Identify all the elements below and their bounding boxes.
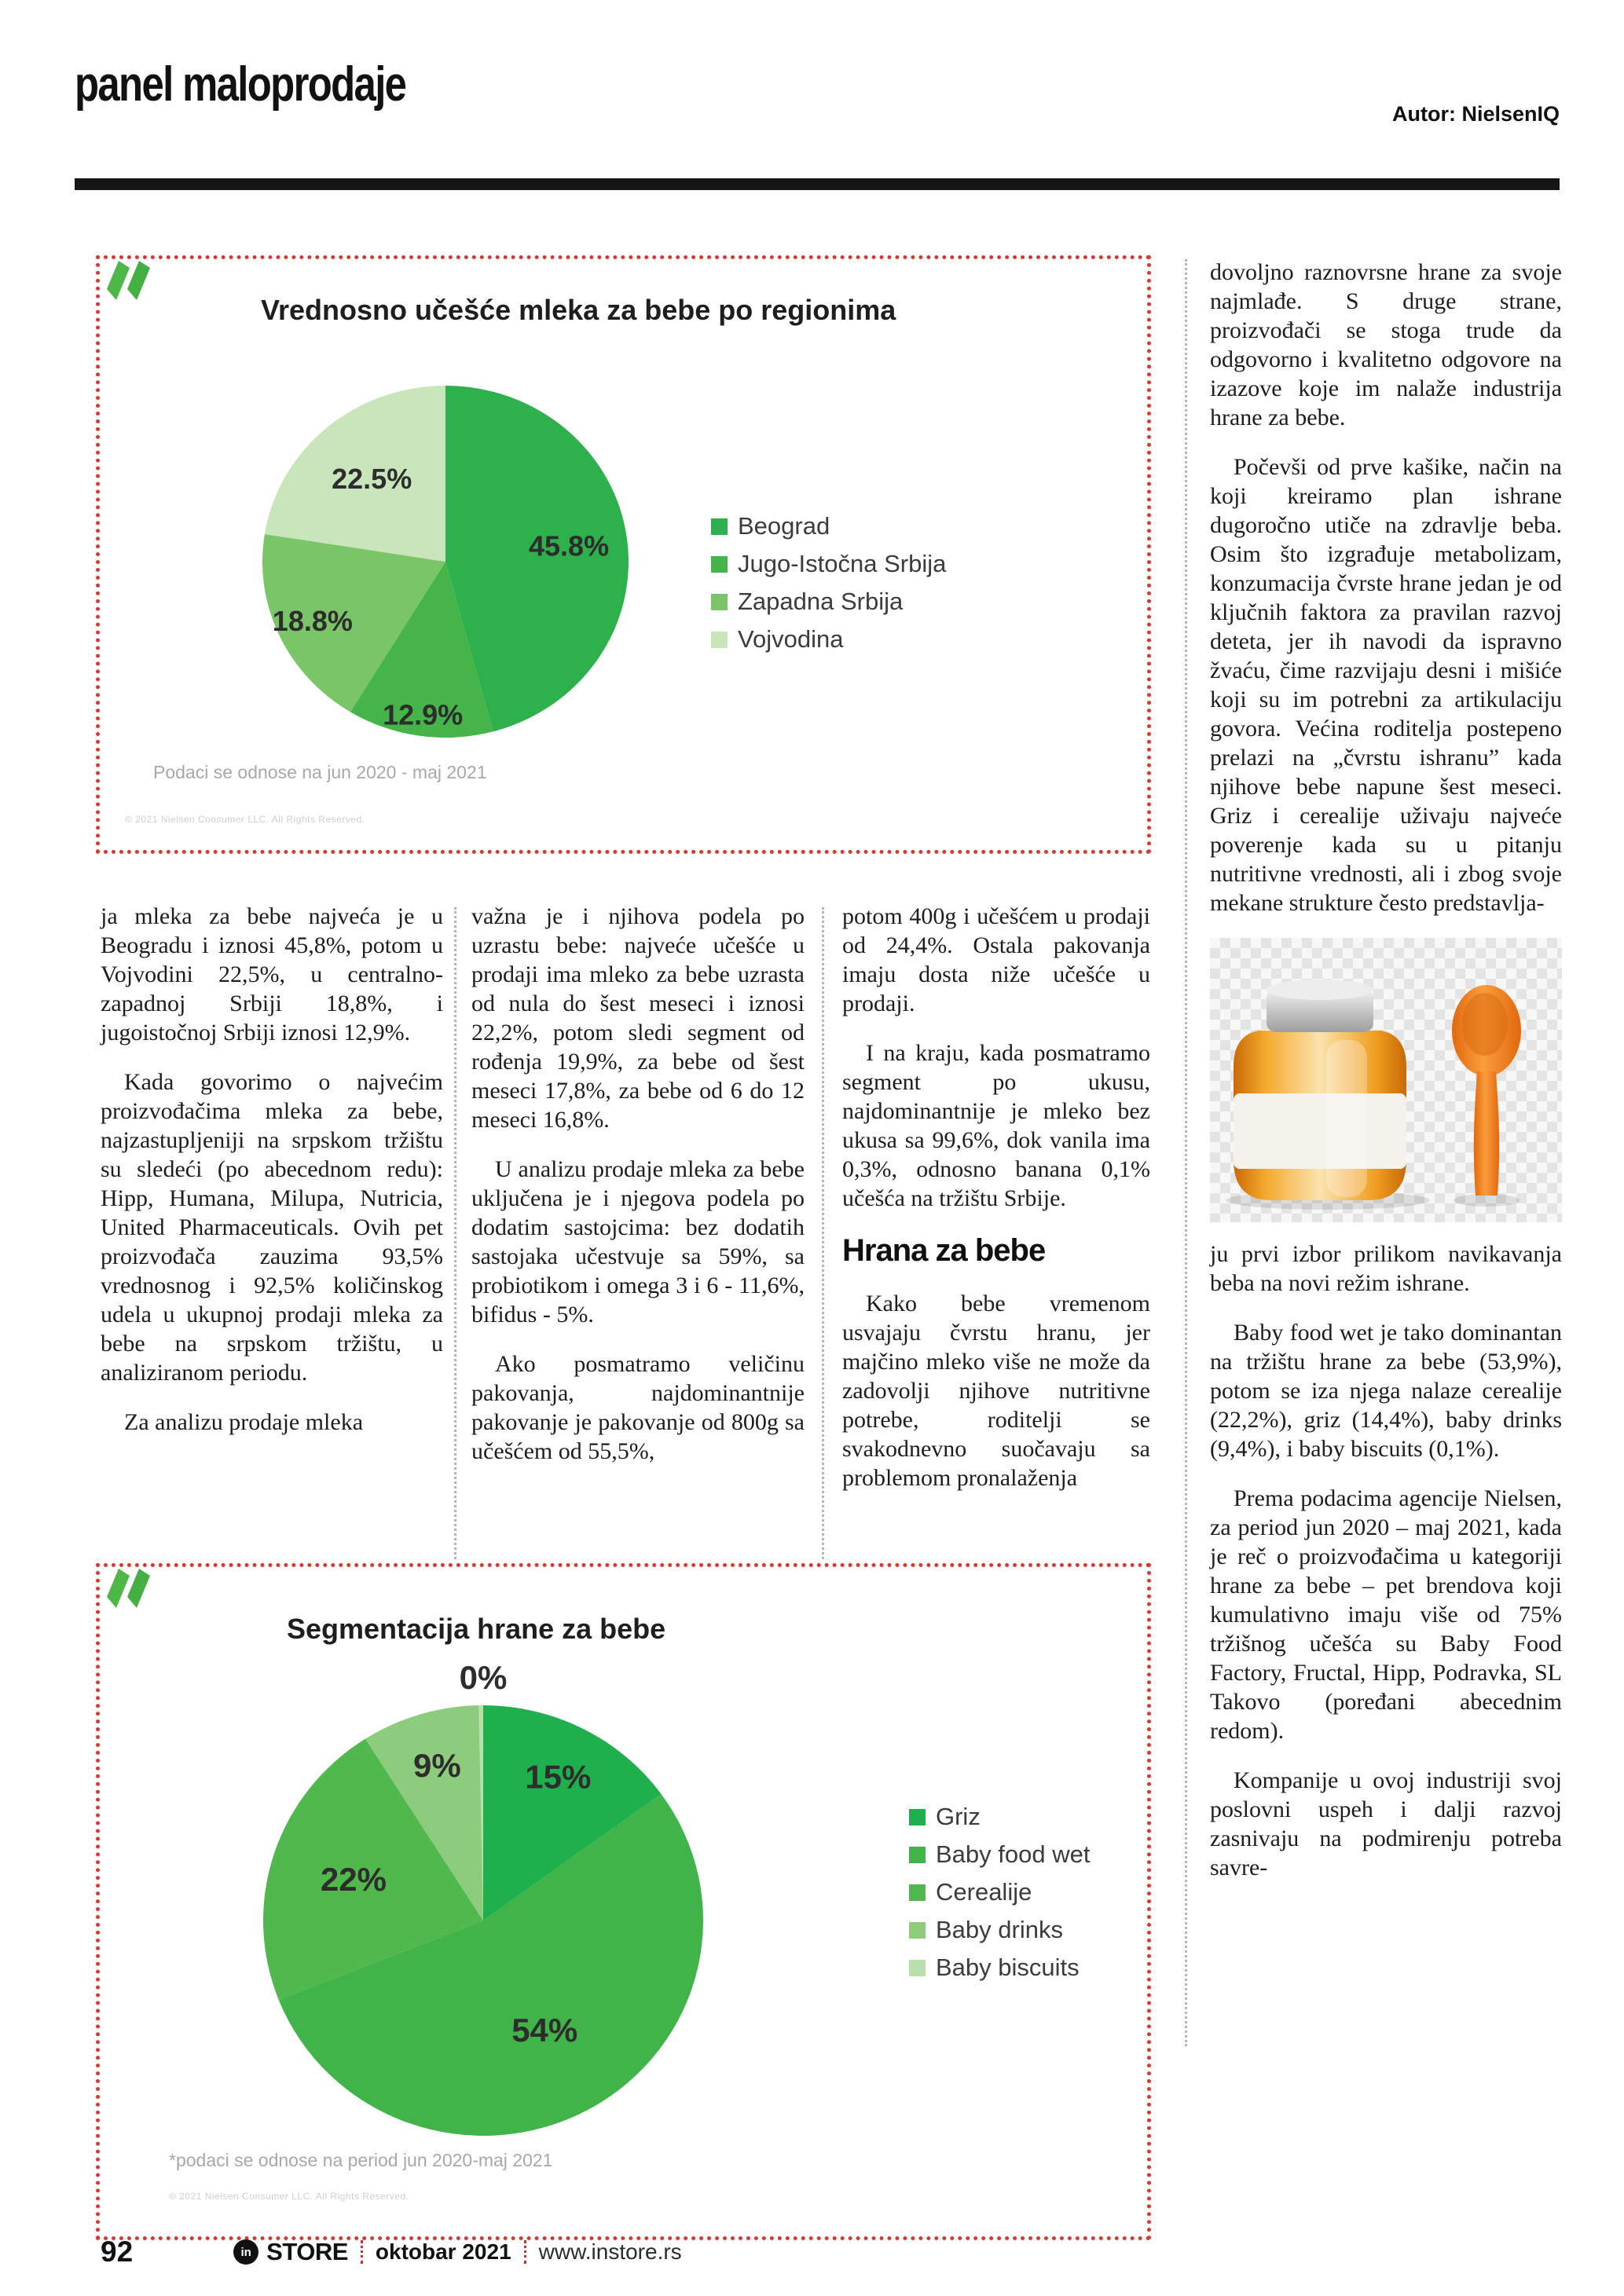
instore-logo-icon: in bbox=[233, 2239, 258, 2265]
pie-slice-label: 12.9% bbox=[383, 698, 464, 731]
legend-item bbox=[909, 1949, 1090, 1987]
chart-box-baby-food-segmentation bbox=[96, 1563, 1151, 2240]
legend-item bbox=[909, 1798, 1090, 1836]
column-divider bbox=[822, 907, 824, 1559]
footer-separator bbox=[361, 2240, 363, 2264]
legend-swatch-icon bbox=[711, 518, 728, 535]
section-heading: Hrana za bebe bbox=[842, 1233, 1046, 1268]
legend-item bbox=[909, 1911, 1090, 1949]
paragraph: Kako bebe vremenom usvajaju čvrstu hranu, jer majčino mleko više ne može da zadovolji njihove nutritivne potrebe, roditelji se svakodnevno suočavaju sa problemom pronalaženja bbox=[842, 1291, 1150, 1491]
legend-item bbox=[711, 545, 946, 583]
paragraph: Počevši od prve kašike, način na koji kreiramo plan ishrane dugoročno utiče na zdravlje beba. Osim što izgrađuje metabolizam, konzumacija čvrste hrane jedan je od ključnih faktora za pravilan razvoj deteta, jer ih navodi da ispravno žvaću, čime razvijaju desni i mišiće koji su im potrebni za artikulaciju govora. Većina roditelja postepeno prelazi na „čvrstu ishranu” kada njihove bebe napune šest meseci. Griz i cerealije uživaju najveće poverenje kada su u pitanju nutritivne vrednosti, ali i zbog svoje mekane strukture često predstavlja- bbox=[1210, 454, 1562, 916]
footer-separator bbox=[524, 2240, 526, 2264]
legend-swatch-icon bbox=[711, 556, 728, 573]
page-title: panel maloprodaje bbox=[75, 57, 406, 112]
legend-swatch-icon bbox=[711, 632, 728, 648]
pie-slice-label: 9% bbox=[413, 1747, 461, 1785]
header-rule bbox=[75, 178, 1560, 190]
article-column-4 bbox=[1210, 258, 1562, 1902]
column-divider bbox=[1185, 259, 1187, 2046]
article-column-1 bbox=[101, 902, 443, 1457]
legend-swatch-icon bbox=[711, 594, 728, 610]
paragraph: Baby food wet je tako dominantan na tržištu hrane za bebe (53,9%), potom se iza njega nalaze cerealije (22,2%), griz (14,4%), baby drinks (9,4%), i baby biscuits (0,1%). bbox=[1210, 1320, 1562, 1462]
legend-swatch-icon bbox=[909, 1847, 926, 1863]
chart-legend bbox=[909, 1798, 1090, 1987]
paragraph: I na kraju, kada posmatramo segment po ukusu, najdominantnije je mleko bez ukusa sa 99,6%, dok vanila ima 0,3%, odnosno banana 0,1% učešća na tržištu Srbije. bbox=[842, 1040, 1150, 1211]
chart-title: Segmentacija hrane za bebe bbox=[287, 1613, 666, 1645]
jar-and-spoon-illustration bbox=[1210, 938, 1562, 1222]
legend-label: Cerealije bbox=[936, 1878, 1032, 1906]
column-4-bottom bbox=[1210, 1240, 1562, 1882]
author-credit: Autor: NielsenIQ bbox=[1391, 102, 1560, 126]
paragraph: važna je i njihova podela po uzrastu bebe: najveće učešće u prodaji ima mleko za bebe uzrasta od nula do šest meseci i iznosi 22,2%, potom sledi segment od rođenja 19,9%, za bebe od šest meseci 17,8%, za bebe od 6 do 12 meseci 16,8%. bbox=[471, 903, 805, 1133]
article-column-3 bbox=[842, 902, 1150, 1513]
chart-title: Vrednosno učešće mleka za bebe po regionima bbox=[261, 294, 896, 326]
legend-label: Beograd bbox=[738, 512, 830, 540]
legend-item bbox=[711, 621, 946, 658]
column-3-top bbox=[842, 902, 1150, 1213]
chart-footnote: *podaci se odnose na period jun 2020-maj 2021 bbox=[169, 2150, 553, 2170]
baby-food-jar-and-spoon-image bbox=[1210, 938, 1562, 1222]
pie-slice-label: 45.8% bbox=[529, 529, 610, 562]
pie-slice-label: 22.5% bbox=[332, 462, 412, 495]
chart-legend bbox=[711, 507, 946, 658]
paragraph: Kada govorimo o najvećim proizvođačima mleka za bebe, najzastupljeniji na srpskom tržištu su sledeći (po abecednom redu): Hipp, Humana, Milupa, Nutricia, United Pharmaceuticals. Ovih pet proizvođača zauzima 93,5% vrednosnog i 92,5% količinskog udela u ukupnoj prodaji mleka za bebe na srpskom tržištu, u analiziranom periodu. bbox=[101, 1069, 443, 1386]
chart-footnote: Podaci se odnose na jun 2020 - maj 2021 bbox=[153, 762, 487, 782]
paragraph: Prema podacima agencije Nielsen, za period jun 2020 – maj 2021, kada je reč o proizvođačima u kategoriji hrane za bebe – pet brendova koji kumulativno imaju više od 75% tržišnog učešća su Baby Food Factory, Fructal, Hipp, Podravka, SL Takovo (poređani abecednim redom). bbox=[1210, 1485, 1562, 1744]
legend-label: Zapadna Srbija bbox=[738, 588, 904, 615]
pie-slice-label: 54% bbox=[511, 2011, 578, 2049]
paragraph: Kompanije u ovoj industriji svoj poslovni uspeh i dalji razvoj zasnivaju na podmirenju potreba savre- bbox=[1210, 1767, 1562, 1880]
legend-swatch-icon bbox=[909, 1922, 926, 1939]
paragraph: potom 400g i učešćem u prodaji od 24,4%. Ostala pakovanja imaju dosta niže učešće u prodaji. bbox=[842, 903, 1150, 1016]
paragraph: ja mleka za bebe najveća je u Beogradu i iznosi 45,8%, potom u Vojvodini 22,5%, u centralno-zapadnoj Srbiji 18,8%, i jugoistočnoj Srbiji iznosi 12,9%. bbox=[101, 903, 443, 1045]
pie-slice-label: 15% bbox=[525, 1758, 592, 1796]
magazine-brand bbox=[233, 2238, 682, 2266]
chart-fine-print: © 2021 Nielsen Consumer LLC. All Rights Reserved. bbox=[125, 814, 365, 825]
legend-swatch-icon bbox=[909, 1960, 926, 1976]
chart-box-milk-regions bbox=[96, 255, 1151, 854]
column-divider bbox=[454, 907, 456, 1559]
website-url: www.instore.rs bbox=[538, 2239, 682, 2264]
paragraph: dovoljno raznovrsne hrane za svoje najmlađe. S druge strane, proizvođači se stoga trude da odgovorno i kvalitetno odgovore na izazove koje im nalaže industrija hrane za bebe. bbox=[1210, 259, 1562, 430]
legend-label: Baby drinks bbox=[936, 1916, 1063, 1943]
legend-item bbox=[909, 1873, 1090, 1911]
article-column-2 bbox=[471, 902, 805, 1486]
column-4-top bbox=[1210, 258, 1562, 917]
legend-label: Jugo-Istočna Srbija bbox=[738, 550, 947, 577]
legend-label: Baby food wet bbox=[936, 1840, 1091, 1868]
paragraph: U analizu prodaje mleka za bebe uključena je i njegova podela po dodatim sastojcima: bez dodatih sastojaka učestvuje sa 59%, sa probiotikom i omega 3 i 6 - 11,6%, bifidus - 5%. bbox=[471, 1156, 805, 1327]
legend-label: Baby biscuits bbox=[936, 1954, 1080, 1981]
chart-fine-print: © 2021 Nielsen Consumer LLC. All Rights Reserved. bbox=[169, 2191, 409, 2202]
legend-swatch-icon bbox=[909, 1884, 926, 1901]
brand-name: STORE bbox=[266, 2238, 348, 2265]
pie-slice-label: 0% bbox=[459, 1658, 508, 1696]
issue-date: oktobar 2021 bbox=[375, 2239, 511, 2264]
page-footer bbox=[101, 2236, 682, 2269]
paragraph: Ako posmatramo veličinu pakovanja, najdominantnije pakovanje je pakovanje od 800g sa učešćem od 55,5%, bbox=[471, 1351, 805, 1464]
column-3-bottom bbox=[842, 1289, 1150, 1492]
legend-item bbox=[711, 507, 946, 545]
page-number: 92 bbox=[101, 2236, 134, 2268]
paragraph: ju prvi izbor prilikom navikavanja beba na novi režim ishrane. bbox=[1210, 1241, 1562, 1296]
legend-label: Vojvodina bbox=[738, 625, 844, 653]
legend-swatch-icon bbox=[909, 1809, 926, 1825]
legend-item bbox=[711, 583, 946, 621]
legend-label: Griz bbox=[936, 1803, 981, 1830]
legend-item bbox=[909, 1836, 1090, 1873]
pie-slice-label: 22% bbox=[320, 1861, 387, 1899]
paragraph: Za analizu prodaje mleka bbox=[124, 1409, 364, 1435]
pie-slice-label: 18.8% bbox=[272, 604, 353, 637]
